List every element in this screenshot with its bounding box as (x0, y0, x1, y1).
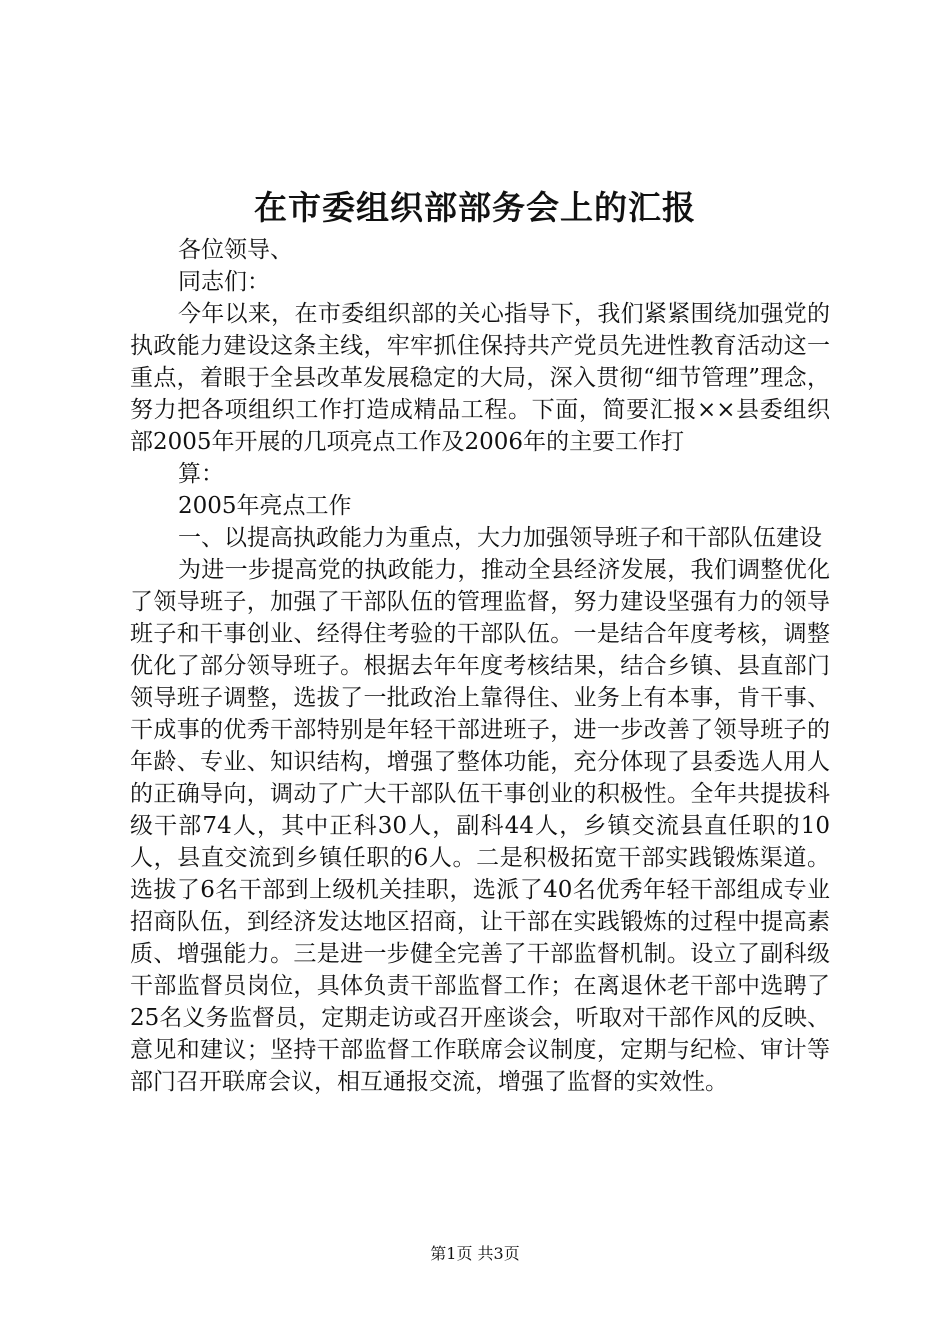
intro-paragraph: 今年以来，在市委组织部的关心指导下，我们紧紧围绕加强党的执政能力建设这条主线，牢牢抓住保持共产党员先进性教育活动这一重点，着眼于全县改革发展稳定的大局，深入贯彻“细节管理”理念，努力把各项组织工作打造成精品工程。下面，简要汇报××县委组织部2005年开展的几项亮点工作及2006年的主要工作打 (130, 301, 830, 455)
section-heading: 2005年亮点工作 (178, 493, 352, 519)
document-title: 在市委组织部部务会上的汇报 (254, 188, 696, 227)
body-paragraph: 为进一步提高党的执政能力，推动全县经济发展，我们调整优化了领导班子，加强了干部队伍的管理监督，努力建设坚强有力的领导班子和干事创业、经得住考验的干部队伍。一是结合年度考核，调整优化了部分领导班子。根据去年年度考核结果，结合乡镇、县直部门领导班子调整，选拔了一批政治上靠得住、业务上有本事，肯干事、干成事的优秀干部特别是年轻干部进班子，进一步改善了领导班子的年龄、专业、知识结构，增强了整体功能，充分体现了县委选人用人的正确导向，调动了广大干部队伍干事创业的积极性。全年共提拔科级干部74人，其中正科30人，副科44人，乡镇交流县直任职的10人，县直交流到乡镇任职的6人。二是积极拓宽干部实践锻炼渠道。选拔了6名干部到上级机关挂职，选派了40名优秀年轻干部组成专业招商队伍，到经济发达地区招商，让干部在实践锻炼的过程中提高素质、增强能力。三是进一步健全完善了干部监督机制。设立了副科级干部监督员岗位，具体负责干部监督工作；在离退休老干部中选聘了25名义务监督员，定期走访或召开座谈会，听取对干部作风的反映、意见和建议；坚持干部监督工作联席会议制度，定期与纪检、审计等部门召开联席会议，相互通报交流，增强了监督的实效性。 (130, 557, 830, 1095)
page-footer: 第1页 共3页 (430, 1244, 520, 1263)
salutation-line-2: 同志们： (178, 269, 270, 295)
salutation-line-1: 各位领导、 (178, 237, 293, 263)
subsection-heading: 一、以提高执政能力为重点，大力加强领导班子和干部队伍建设 (178, 525, 822, 551)
document-body (130, 234, 830, 1098)
intro-paragraph-continuation: 算： (178, 461, 224, 487)
